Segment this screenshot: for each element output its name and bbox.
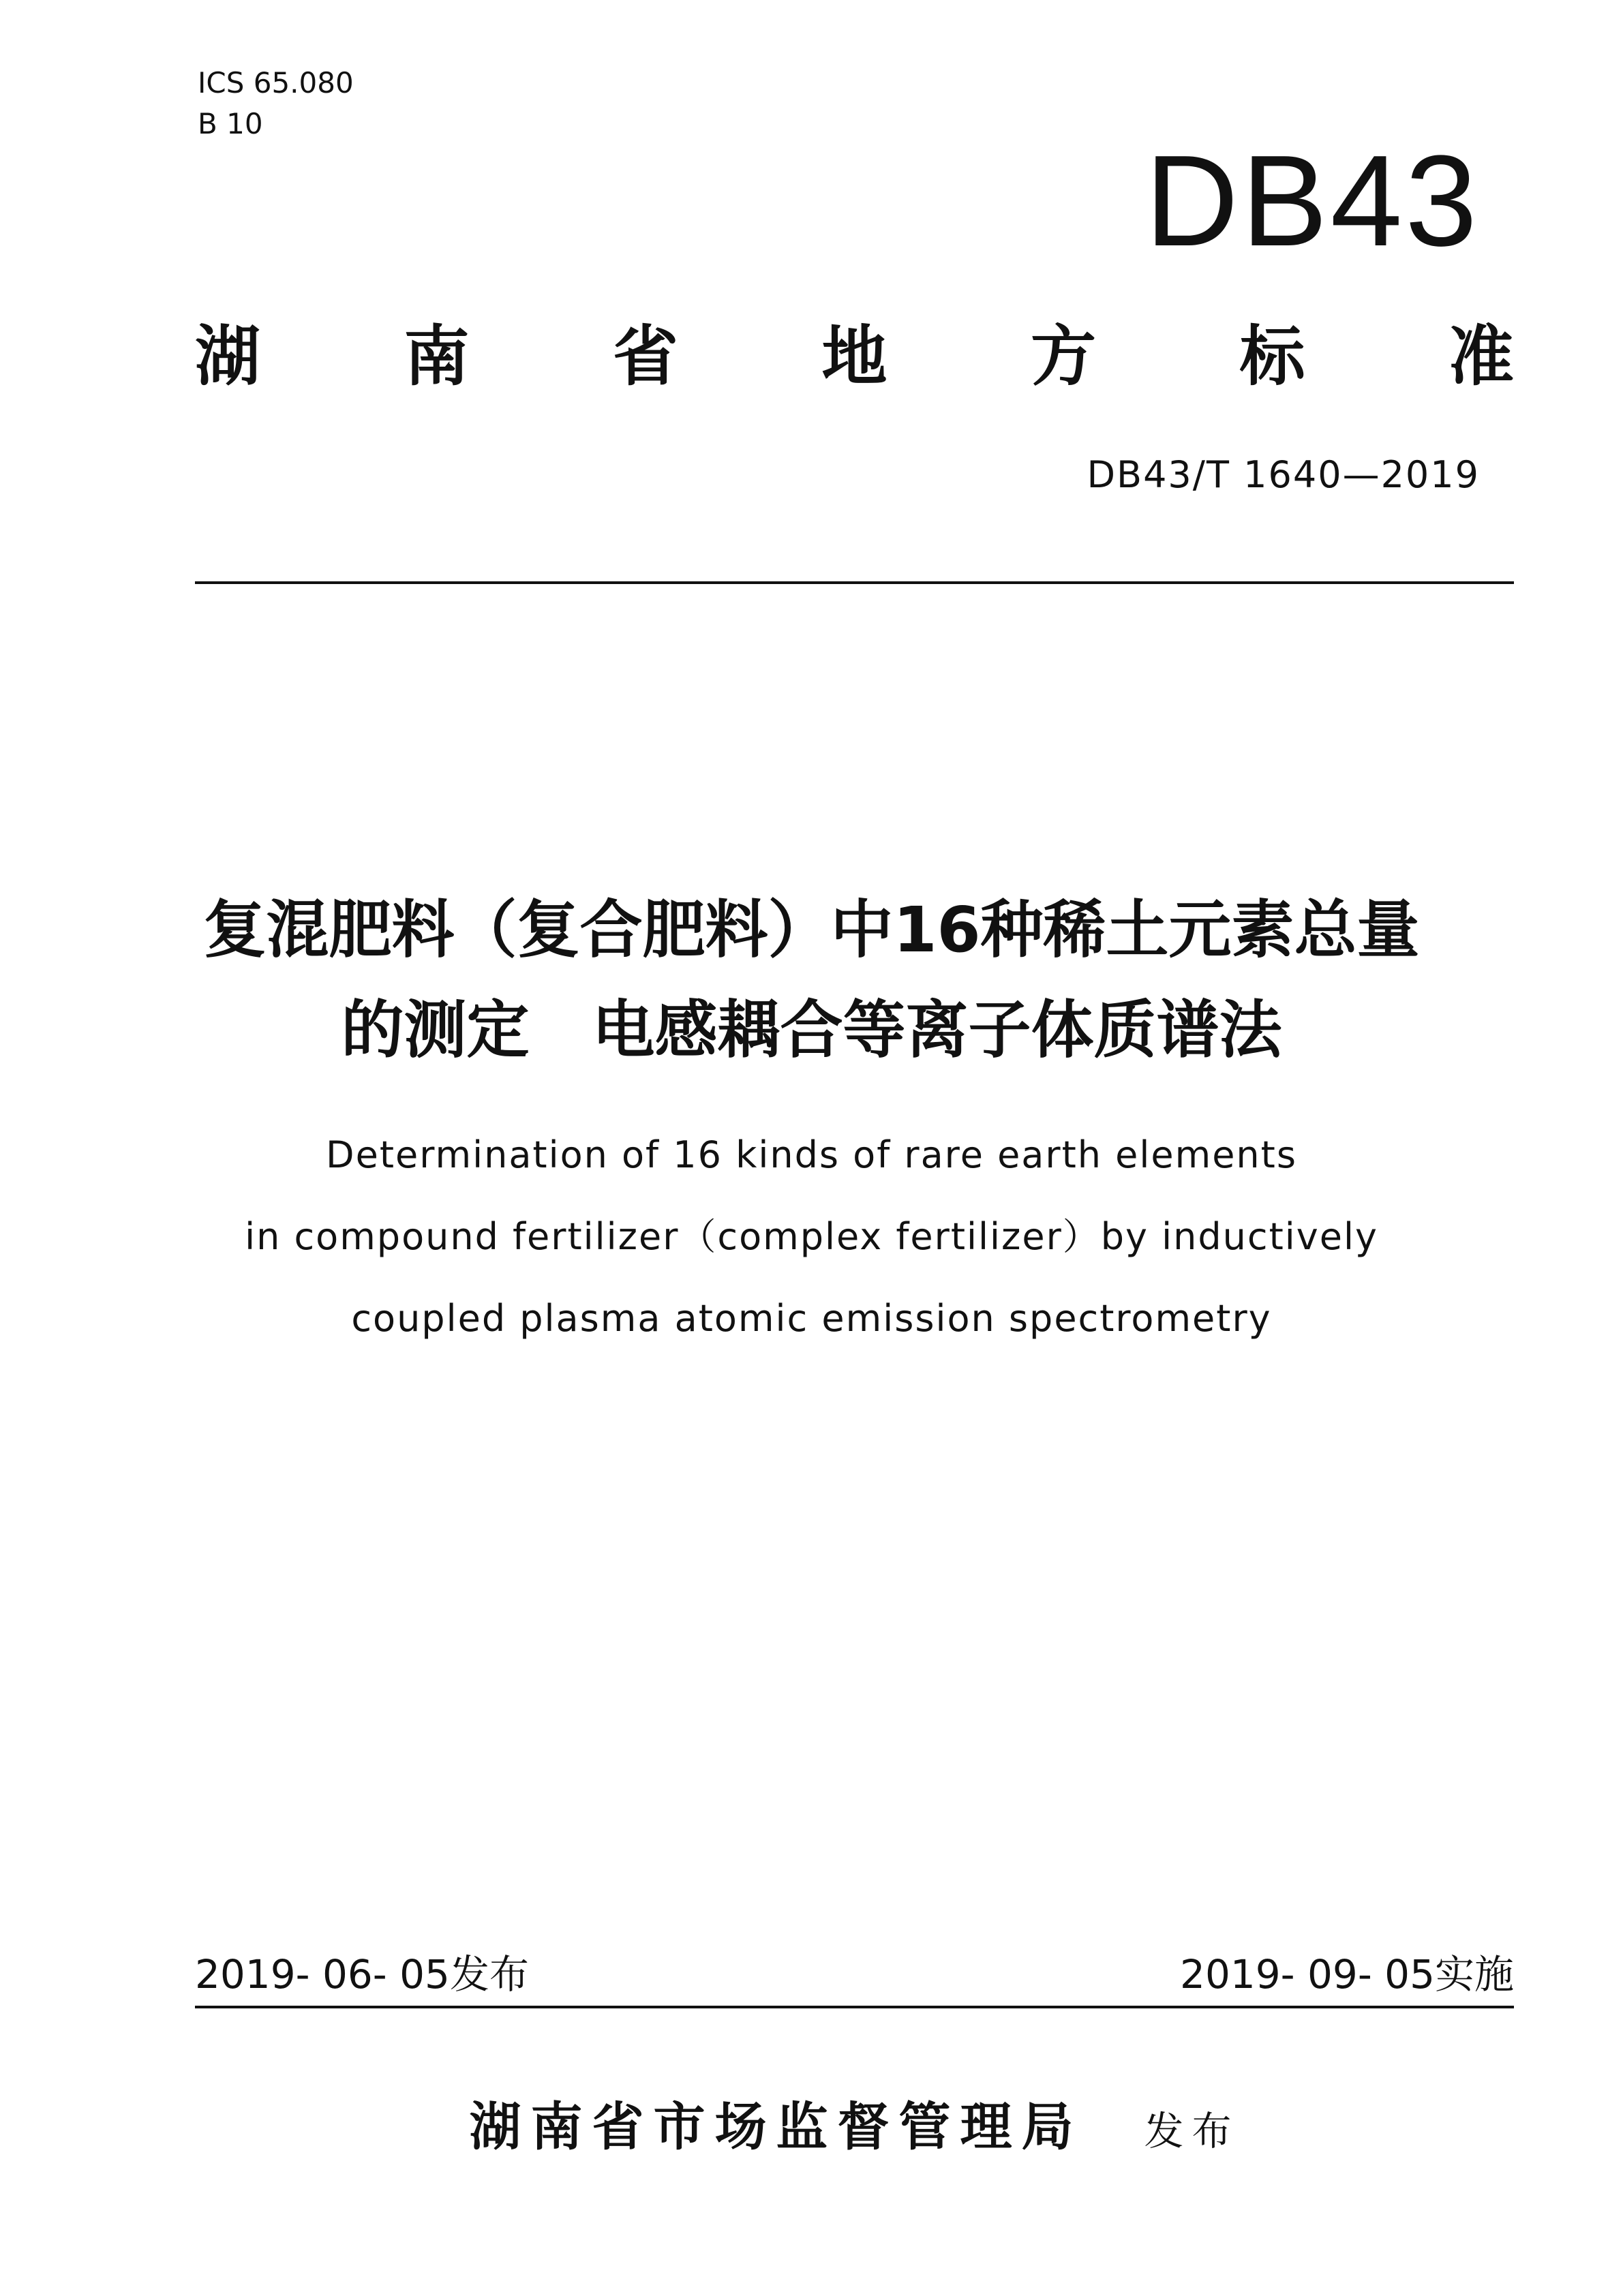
classification-codes bbox=[198, 63, 354, 144]
ics-code: ICS 65.080 bbox=[198, 66, 354, 100]
standard-type-title bbox=[195, 303, 1514, 399]
issuing-authority bbox=[195, 2085, 1514, 2160]
standard-type-char: 南 bbox=[404, 318, 470, 395]
ccs-code: B 10 bbox=[198, 107, 263, 140]
issue-date: 2019- 06- 05发布 bbox=[195, 1951, 529, 1997]
standard-number: DB43/T 1640—2019 bbox=[1087, 453, 1480, 496]
english-title-line-3: coupled plasma atomic emission spectrometry bbox=[351, 1297, 1272, 1340]
english-title-line-1: Determination of 16 kinds of rare earth elements bbox=[326, 1133, 1297, 1176]
standard-type-char: 湖 bbox=[195, 318, 260, 395]
standard-type-char: 省 bbox=[613, 318, 678, 395]
chinese-title-line-2: 的测定 电感耦合等离子体质谱法 bbox=[341, 994, 1282, 1067]
implementation-date: 2019- 09- 05实施 bbox=[1180, 1951, 1514, 1997]
standard-type-char: 地 bbox=[821, 318, 888, 395]
standard-type-char: 准 bbox=[1448, 318, 1514, 395]
issuer-name: 湖南省市场监督管理局 bbox=[469, 2096, 1083, 2157]
chinese-title-line-1: 复混肥料（复合肥料）中16种稀土元素总量 bbox=[203, 893, 1420, 966]
standard-type-char: 方 bbox=[1031, 318, 1096, 395]
standard-code-logo: DB43 bbox=[1144, 129, 1480, 273]
top-divider bbox=[195, 581, 1514, 584]
bottom-divider bbox=[195, 2006, 1514, 2008]
english-title-line-2: in compound fertilizer（complex fertilizer）by inductively bbox=[245, 1215, 1378, 1258]
issuer-action: 发布 bbox=[1144, 2108, 1240, 2154]
standard-type-char: 标 bbox=[1239, 318, 1305, 395]
